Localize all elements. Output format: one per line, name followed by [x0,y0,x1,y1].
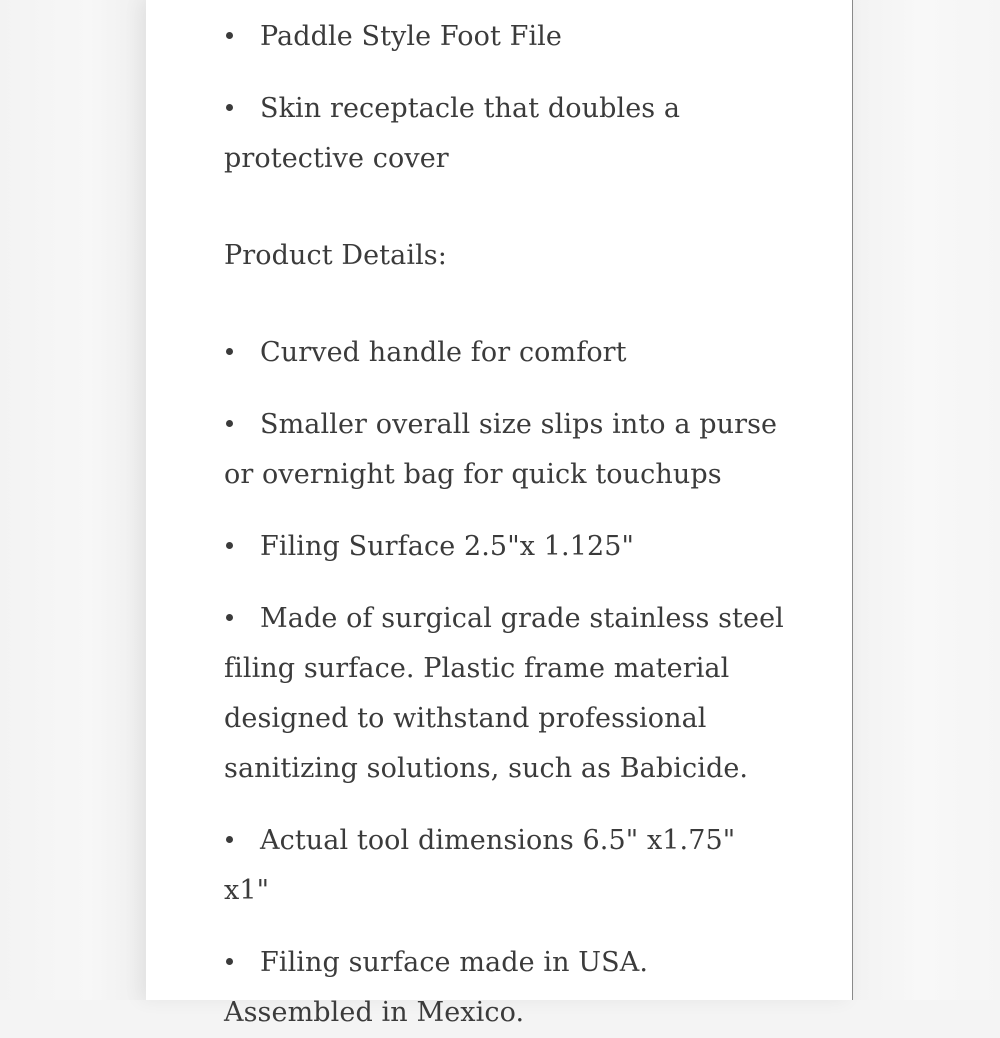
list-item-text: Curved handle for comfort [260,337,627,368]
list-item [224,328,784,378]
product-description-panel [146,0,853,1028]
list-item [224,84,784,184]
list-item [224,938,784,1038]
list-item-text: Skin receptacle that doubles a protective cover [224,93,681,174]
list-item-text: Actual tool dimensions 6.5" x1.75" x1" [224,825,736,906]
list-item [224,12,784,62]
bullet-icon [226,420,233,427]
bullet-icon [226,104,233,111]
bullet-icon [226,614,233,621]
bullet-icon [226,32,233,39]
list-item-text: Made of surgical grade stainless steel filing surface. Plastic frame material designed to withstand professional sanitizing solutions, such as Babicide. [224,603,784,784]
feature-list [224,12,784,184]
bullet-icon [226,348,233,355]
product-details-heading: Product Details: [224,240,447,271]
bullet-icon [226,542,233,549]
list-item-text: Filing Surface 2.5"x 1.125" [260,531,635,562]
list-item [224,816,784,916]
list-item-text: Smaller overall size slips into a purse or overnight bag for quick touchups [224,409,778,490]
product-description [224,12,784,1038]
list-item [224,522,784,572]
list-item [224,594,784,794]
bullet-icon [226,958,233,965]
list-item [224,400,784,500]
list-item-text: Filing surface made in USA. Assembled in Mexico. [224,947,649,1028]
bullet-icon [226,836,233,843]
product-details-list [224,328,784,1038]
list-item-text: Paddle Style Foot File [260,21,562,52]
